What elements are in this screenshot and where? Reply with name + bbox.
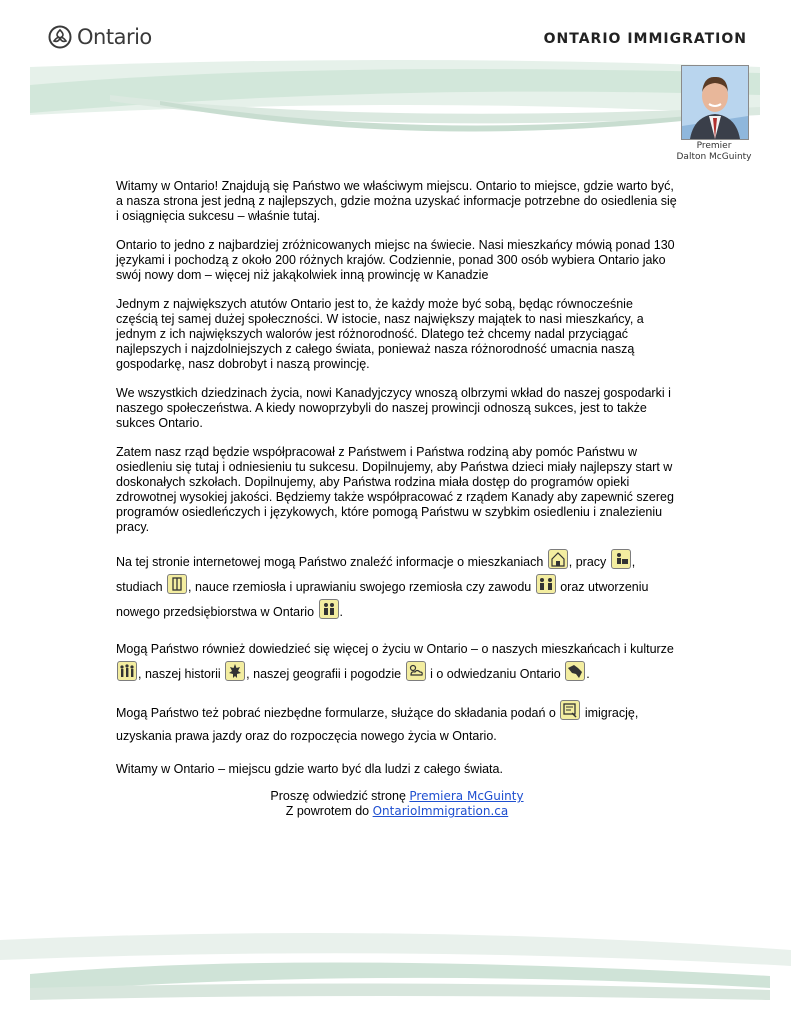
paragraph-forms <box>116 700 678 748</box>
life-text: , naszej geografii i pogodzie <box>246 667 402 681</box>
housing-icon[interactable] <box>548 549 568 569</box>
forms-icon[interactable] <box>560 700 580 720</box>
life-text: Mogą Państwo również dowiedzieć się więcej o życiu w Ontario – o naszych mieszkańcach i kulturze <box>116 642 674 656</box>
paragraph-contribution: We wszystkich dziedzinach życia, nowi Kanadyjczycy wnoszą olbrzymi wkład do naszej gospodarki i naszego społeczeństwa. A kiedy nowoprzybyli do naszej prowincji odnoszą sukces, jest to także sukces Ontario. <box>116 386 671 430</box>
visit-text: Proszę odwiedzić stronę <box>270 789 406 803</box>
study-icon[interactable] <box>167 574 187 594</box>
caption-name: Dalton McGuinty <box>676 152 752 162</box>
premier-link[interactable]: Premiera McGuinty <box>409 789 524 803</box>
visit-icon[interactable] <box>565 661 585 681</box>
topics-text: , nauce rzemiosła i uprawianiu swojego rzemiosła czy zawodu <box>188 580 532 594</box>
paragraph-closing: Witamy w Ontario – miejscu gdzie warto być dla ludzi z całego świata. <box>116 762 503 776</box>
culture-icon[interactable] <box>117 661 137 681</box>
topics-text: oraz utworzeniu nowego przedsiębiorstwa w Ontario <box>116 580 649 619</box>
paragraph-topics <box>116 549 678 624</box>
back-text: Z powrotem do <box>285 804 370 818</box>
caption-title: Premier <box>696 141 732 151</box>
trades-icon[interactable] <box>536 574 556 594</box>
paragraph-government: Zatem nasz rząd będzie współpracował z Państwem i Państwa rodziną aby pomóc Państwu w osiedleniu się tutaj i odniesieniu tu sukcesu. Dopilnujemy, aby Państwa dzieci miały najlepszy start w doskonałych szkołach. Dopilnujemy, aby Państwa rodzina miała dostęp do programów opieki zdrowotnej wysokiej jakości. Będziemy także współpracować z rządem Kanady aby zapewnić szereg programów osiedleńczych i językowych, które pomogą Państwu w szybkim osiedleniu i znalezieniu pracy. <box>116 445 674 534</box>
premier-caption <box>668 141 760 163</box>
header-swoosh <box>0 55 791 155</box>
topics-text: , pracy <box>568 555 607 569</box>
logo-text: Ontario <box>77 25 152 49</box>
work-icon[interactable] <box>611 549 631 569</box>
topics-text: Na tej stronie internetowej mogą Państwo znaleźć informacje o mieszkaniach <box>116 555 544 569</box>
topics-text: , <box>631 555 636 569</box>
weather-icon[interactable] <box>406 661 426 681</box>
forms-text: Mogą Państwo też pobrać niezbędne formularze, służące do składania podań o <box>116 706 556 720</box>
premier-photo <box>681 65 749 140</box>
footer-swoosh <box>0 930 791 1024</box>
life-text: . <box>586 667 590 681</box>
life-text: , naszej historii <box>138 667 221 681</box>
footer-links <box>116 789 678 819</box>
history-icon[interactable] <box>225 661 245 681</box>
life-text: i o odwiedzaniu Ontario <box>430 667 561 681</box>
paragraph-life <box>116 638 678 686</box>
paragraph-diversity: Ontario to jedno z najbardziej zróżnicowanych miejsc na świecie. Nasi mieszkańcy mówią ponad 130 językami i pochodzą z około 200 różnych krajów. Codziennie, ponad 300 osób wybiera Ontario jako swój nowy dom – więcej niż jakąkolwiek inną prowincję w Kanadzie <box>116 238 675 282</box>
topics-text: studiach <box>116 580 163 594</box>
site-title: ONTARIO IMMIGRATION <box>543 31 747 47</box>
home-link[interactable]: OntarioImmigration.ca <box>372 804 509 818</box>
main-content <box>116 179 678 791</box>
paragraph-strengths: Jednym z największych atutów Ontario jest to, że każdy może być sobą, będąc równocześnie częścią tej samej dużej społeczności. W istocie, nasz największy majątek to nasi mieszkańcy, a jednym z ich największych walorów jest różnorodność. Dlatego też chcemy nadal przyciągać najlepszych i najzdolniejszych z całego świata, ponieważ nasza różnorodność umacnia naszą gospodarkę, nasz dobrobyt i naszą prowincję. <box>116 297 644 371</box>
trillium-logo-icon <box>48 25 72 49</box>
ontario-logo <box>48 25 152 49</box>
topics-text: . <box>339 605 343 619</box>
paragraph-welcome: Witamy w Ontario! Znajdują się Państwo we właściwym miejscu. Ontario to miejsce, gdzie warto być, a nasza strona jest jedną z najlepszych, gdzie można uzyskać informacje potrzebne do osiedlenia się i osiągnięcia sukcesu – właśnie tutaj. <box>116 179 677 223</box>
forms-text: imigrację, uzyskania prawa jazdy oraz do rozpoczęcia nowego życia w Ontario. <box>116 706 639 743</box>
business-icon[interactable] <box>319 599 339 619</box>
